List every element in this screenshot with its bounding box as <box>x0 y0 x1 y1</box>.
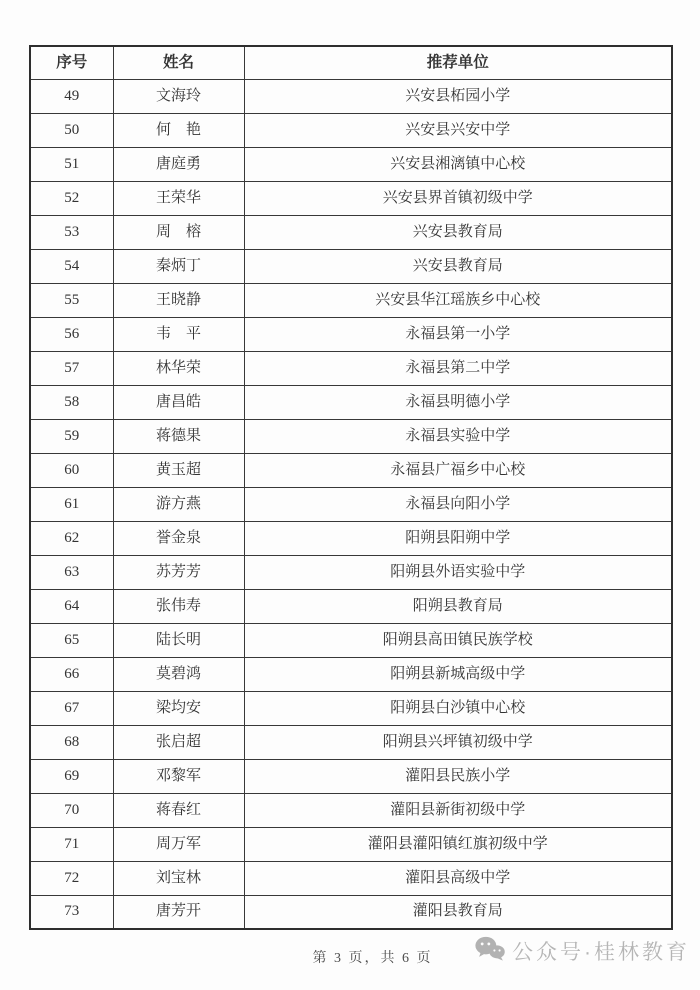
cell-name: 陆长明 <box>113 623 244 657</box>
cell-no: 73 <box>30 895 113 929</box>
cell-name: 秦炳丁 <box>113 249 244 283</box>
cell-no: 54 <box>30 249 113 283</box>
cell-no: 66 <box>30 657 113 691</box>
table-header-row <box>30 46 672 79</box>
page-number: 第 3 页，共 6 页 <box>312 951 433 966</box>
cell-no: 71 <box>30 827 113 861</box>
table-row <box>30 419 672 453</box>
table-body <box>30 79 672 929</box>
cell-no: 63 <box>30 555 113 589</box>
cell-no: 53 <box>30 215 113 249</box>
cell-name: 莫碧鸿 <box>113 657 244 691</box>
cell-unit: 阳朔县兴坪镇初级中学 <box>244 725 672 759</box>
recommendation-table <box>29 45 673 930</box>
table-row <box>30 215 672 249</box>
cell-name: 黄玉超 <box>113 453 244 487</box>
cell-unit: 阳朔县白沙镇中心校 <box>244 691 672 725</box>
table-row <box>30 759 672 793</box>
cell-unit: 兴安县界首镇初级中学 <box>244 181 672 215</box>
table-row <box>30 385 672 419</box>
cell-unit: 阳朔县阳朔中学 <box>244 521 672 555</box>
cell-no: 56 <box>30 317 113 351</box>
cell-name: 韦 平 <box>113 317 244 351</box>
cell-name: 张伟寿 <box>113 589 244 623</box>
table-row <box>30 79 672 113</box>
col-header-name: 姓名 <box>113 46 244 79</box>
table-row <box>30 623 672 657</box>
cell-name: 唐昌皓 <box>113 385 244 419</box>
table-row <box>30 521 672 555</box>
cell-unit: 阳朔县教育局 <box>244 589 672 623</box>
cell-name: 唐芳开 <box>113 895 244 929</box>
cell-unit: 兴安县柘园小学 <box>244 79 672 113</box>
cell-name: 张启超 <box>113 725 244 759</box>
cell-name: 王荣华 <box>113 181 244 215</box>
cell-name: 王晓静 <box>113 283 244 317</box>
cell-unit: 灌阳县民族小学 <box>244 759 672 793</box>
cell-unit: 兴安县湘漓镇中心校 <box>244 147 672 181</box>
cell-no: 69 <box>30 759 113 793</box>
table-row <box>30 691 672 725</box>
table-row <box>30 827 672 861</box>
watermark-text: 公众号·桂林教育 <box>512 941 690 964</box>
table-row <box>30 181 672 215</box>
table-row <box>30 725 672 759</box>
cell-no: 72 <box>30 861 113 895</box>
table-row <box>30 589 672 623</box>
cell-no: 70 <box>30 793 113 827</box>
cell-no: 64 <box>30 589 113 623</box>
table-row <box>30 351 672 385</box>
cell-name: 文海玲 <box>113 79 244 113</box>
cell-name: 游方燕 <box>113 487 244 521</box>
cell-name: 何 艳 <box>113 113 244 147</box>
cell-no: 68 <box>30 725 113 759</box>
col-header-unit: 推荐单位 <box>244 46 672 79</box>
cell-unit: 阳朔县外语实验中学 <box>244 555 672 589</box>
table-row <box>30 283 672 317</box>
cell-name: 周 榕 <box>113 215 244 249</box>
cell-name: 邓黎军 <box>113 759 244 793</box>
table-row <box>30 861 672 895</box>
cell-no: 50 <box>30 113 113 147</box>
cell-unit: 兴安县教育局 <box>244 249 672 283</box>
cell-name: 林华荣 <box>113 351 244 385</box>
cell-unit: 兴安县教育局 <box>244 215 672 249</box>
cell-name: 蒋德果 <box>113 419 244 453</box>
table-row <box>30 487 672 521</box>
cell-no: 60 <box>30 453 113 487</box>
table-row <box>30 147 672 181</box>
cell-unit: 兴安县兴安中学 <box>244 113 672 147</box>
cell-unit: 灌阳县高级中学 <box>244 861 672 895</box>
cell-unit: 永福县第二中学 <box>244 351 672 385</box>
cell-unit: 兴安县华江瑶族乡中心校 <box>244 283 672 317</box>
cell-no: 52 <box>30 181 113 215</box>
table-row <box>30 249 672 283</box>
table-row <box>30 895 672 929</box>
cell-no: 65 <box>30 623 113 657</box>
cell-name: 梁均安 <box>113 691 244 725</box>
cell-no: 67 <box>30 691 113 725</box>
cell-no: 49 <box>30 79 113 113</box>
cell-unit: 永福县广福乡中心校 <box>244 453 672 487</box>
cell-unit: 永福县第一小学 <box>244 317 672 351</box>
table-row <box>30 793 672 827</box>
cell-unit: 永福县明德小学 <box>244 385 672 419</box>
cell-name: 周万军 <box>113 827 244 861</box>
cell-no: 58 <box>30 385 113 419</box>
cell-unit: 灌阳县灌阳镇红旗初级中学 <box>244 827 672 861</box>
cell-no: 59 <box>30 419 113 453</box>
cell-no: 57 <box>30 351 113 385</box>
cell-no: 51 <box>30 147 113 181</box>
cell-unit: 永福县实验中学 <box>244 419 672 453</box>
table-row <box>30 657 672 691</box>
cell-no: 55 <box>30 283 113 317</box>
page-footer <box>0 934 700 990</box>
table-row <box>30 453 672 487</box>
table-row <box>30 113 672 147</box>
cell-unit: 灌阳县教育局 <box>244 895 672 929</box>
table-row <box>30 555 672 589</box>
cell-name: 誉金泉 <box>113 521 244 555</box>
cell-unit: 阳朔县高田镇民族学校 <box>244 623 672 657</box>
cell-unit: 灌阳县新街初级中学 <box>244 793 672 827</box>
table-row <box>30 317 672 351</box>
cell-unit: 阳朔县新城高级中学 <box>244 657 672 691</box>
cell-no: 61 <box>30 487 113 521</box>
cell-name: 刘宝林 <box>113 861 244 895</box>
col-header-serial: 序号 <box>30 46 113 79</box>
cell-no: 62 <box>30 521 113 555</box>
cell-unit: 永福县向阳小学 <box>244 487 672 521</box>
cell-name: 唐庭勇 <box>113 147 244 181</box>
cell-name: 蒋春红 <box>113 793 244 827</box>
cell-name: 苏芳芳 <box>113 555 244 589</box>
